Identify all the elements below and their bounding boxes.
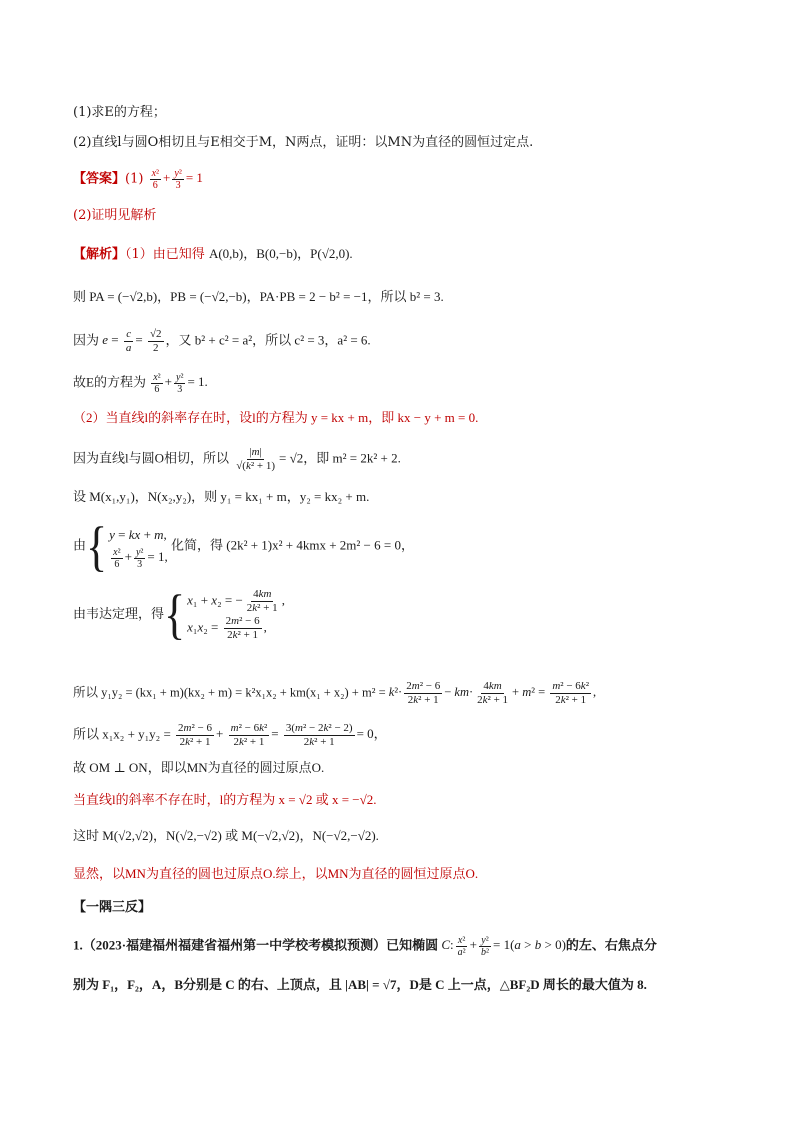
analysis-line-12: 故 OM ⊥ ON，即以MN为直径的圆过原点O.: [73, 760, 325, 775]
answer-line-1: [73, 168, 754, 191]
left-brace: {: [164, 583, 186, 645]
answer-1-equation: $\frac{\text{x²}}{6}$ + $\frac{\text{y²}}{3}$ = 1: [151, 168, 203, 191]
analysis-line-1: [73, 244, 754, 265]
analysis-vector-dot-product: PA = (−√2,b)，PB = (−√2,−b)，PA·PB = 2 − b² = −1，所以 b² = 3.: [89, 289, 444, 304]
answer-1-prefix: (1): [125, 171, 144, 187]
analysis-line-3-prefix: 因为: [73, 332, 100, 348]
analysis-line-11-prefix: 所以 x₁x₂ + y₁y₂ =: [73, 726, 171, 742]
answer-label: 【答案】: [73, 171, 126, 187]
analysis-part-2-intro: （2）当直线l的斜率存在时，设l的方程为 y = kx + m，即 kx − y + m = 0.: [73, 410, 479, 425]
analysis-line-13: 当直线l的斜率不存在时，l的方程为 x = √2 或 x = −√2.: [73, 792, 377, 807]
question-1: (1)求E的方程；: [73, 105, 166, 120]
analysis-line-7: 设 M(x₁,y₁)，N(x₂,y₂)，则 y₁ = kx₁ + m，y₂ = kx₂ + m.: [73, 489, 370, 504]
analysis-line-8-rest: 化简，得 (2k² + 1)x² + 4kmx + 2m² − 6 = 0，: [170, 537, 414, 553]
analysis-line-15: 显然，以MN为直径的圆也过原点O.综上，以MN为直径的圆恒过原点O.: [73, 866, 479, 881]
analysis-line-3: [73, 328, 754, 355]
left-brace: {: [86, 515, 108, 577]
y-product-expansion: k²· $\frac{\text{2m² − 6}}{\text{2k² + 1}}$ − km· $\frac{4km}{\text{2k² + 1}}$ + m² = $\frac{\text{m² − 6k²}}{\text{2k² + 1}}$ ,: [388, 680, 597, 706]
analysis-line-8-prefix: 由: [73, 537, 87, 553]
analysis-line-4-prefix: 故E的方程为: [73, 374, 146, 390]
problem-1-intro: 1.（2023·福建福州福建省福州第一中学校考模拟预测）已知椭圆: [73, 937, 439, 953]
analysis-line-10: [73, 680, 754, 707]
problem-1-line-2: 别为 F₁，F₂，A，B分别是 C 的右、上顶点，且 |AB| = √7，D是 C 上一点，△BF₂D 周长的最大值为 8.: [73, 977, 647, 992]
analysis-part-1-intro: （1）由已知得: [125, 247, 205, 262]
analysis-line-9-prefix: 由韦达定理，得: [73, 605, 165, 621]
analysis-line-9: [73, 583, 285, 645]
analysis-line-2-prefix: 则: [73, 289, 87, 304]
analysis-line-2: [73, 287, 754, 307]
dot-product-sum: $\frac{\text{2m² − 6}}{\text{2k² + 1}}$ + $\frac{\text{m² − 6k²}}{\text{2k² + 1}}$ = $\frac{\text{3(m² − 2k² − 2)}}{\text{2k² + 1}}$ = 0，: [178, 722, 387, 748]
analysis-line-8: [73, 515, 414, 577]
section-heading: 【一隅三反】: [73, 900, 152, 915]
analysis-line-14: 这时 M(√2,√2)，N(√2,−√2) 或 M(−√2,√2)，N(−√2,−√2).: [73, 828, 379, 843]
equation-system: y = kx + m, $\frac{\text{x²}}{6}$ + $\frac{\text{y²}}{3}$ = 1,: [109, 527, 168, 570]
analysis-line-6: [73, 446, 754, 473]
analysis-line-4: [73, 372, 754, 395]
analysis-line-3-rest: ，又 b² + c² = a²，所以 c² = 3，a² = 6.: [165, 332, 371, 348]
answer-2: (2)证明见解析: [73, 208, 157, 223]
question-2: (2)直线l与圆O相切且与E相交于M，N两点，证明：以MN为直径的圆恒过定点.: [73, 135, 534, 150]
problem-1-intro-rest: 的左、右焦点分: [565, 937, 657, 953]
analysis-line-10-prefix: 所以 y₁y₂ = (kx₁ + m)(kx₂ + m) = k²x₁x₂ + km(x₁ + x₂) + m² =: [73, 685, 386, 700]
analysis-line-6-prefix: 因为直线l与圆O相切，所以: [73, 450, 230, 466]
vieta-system: x₁ + x₂ = − $\frac{4km}{\text{2k² + 1}}$ , x₁x₂ = $\frac{\text{2m² − 6}}{\text{2k² + 1}}$ ,: [187, 588, 285, 641]
problem-1-line-1: [73, 935, 754, 958]
ellipse-equation: $\frac{\text{x²}}{6}$ + $\frac{\text{y²}}{3}$ = 1.: [153, 372, 208, 395]
analysis-line-11: [73, 722, 754, 749]
analysis-line-6-rest: = √2，即 m² = 2k² + 2.: [279, 450, 401, 466]
distance-fraction: $\frac{|m|}{\text{√(k² + 1)}}$: [236, 446, 276, 472]
analysis-label: 【解析】: [73, 247, 126, 262]
ellipse-definition: C: $\frac{\text{x²}}{\text{a²}}$ + $\frac{\text{y²}}{\text{b²}}$ = 1(a > b > 0): [441, 935, 566, 958]
analysis-points: A(0,b)，B(0,−b)，P(√2,0).: [208, 246, 353, 261]
eccentricity-equation: e = $\frac{c}{a}$ = $\frac{√2}{2}$: [102, 328, 162, 354]
